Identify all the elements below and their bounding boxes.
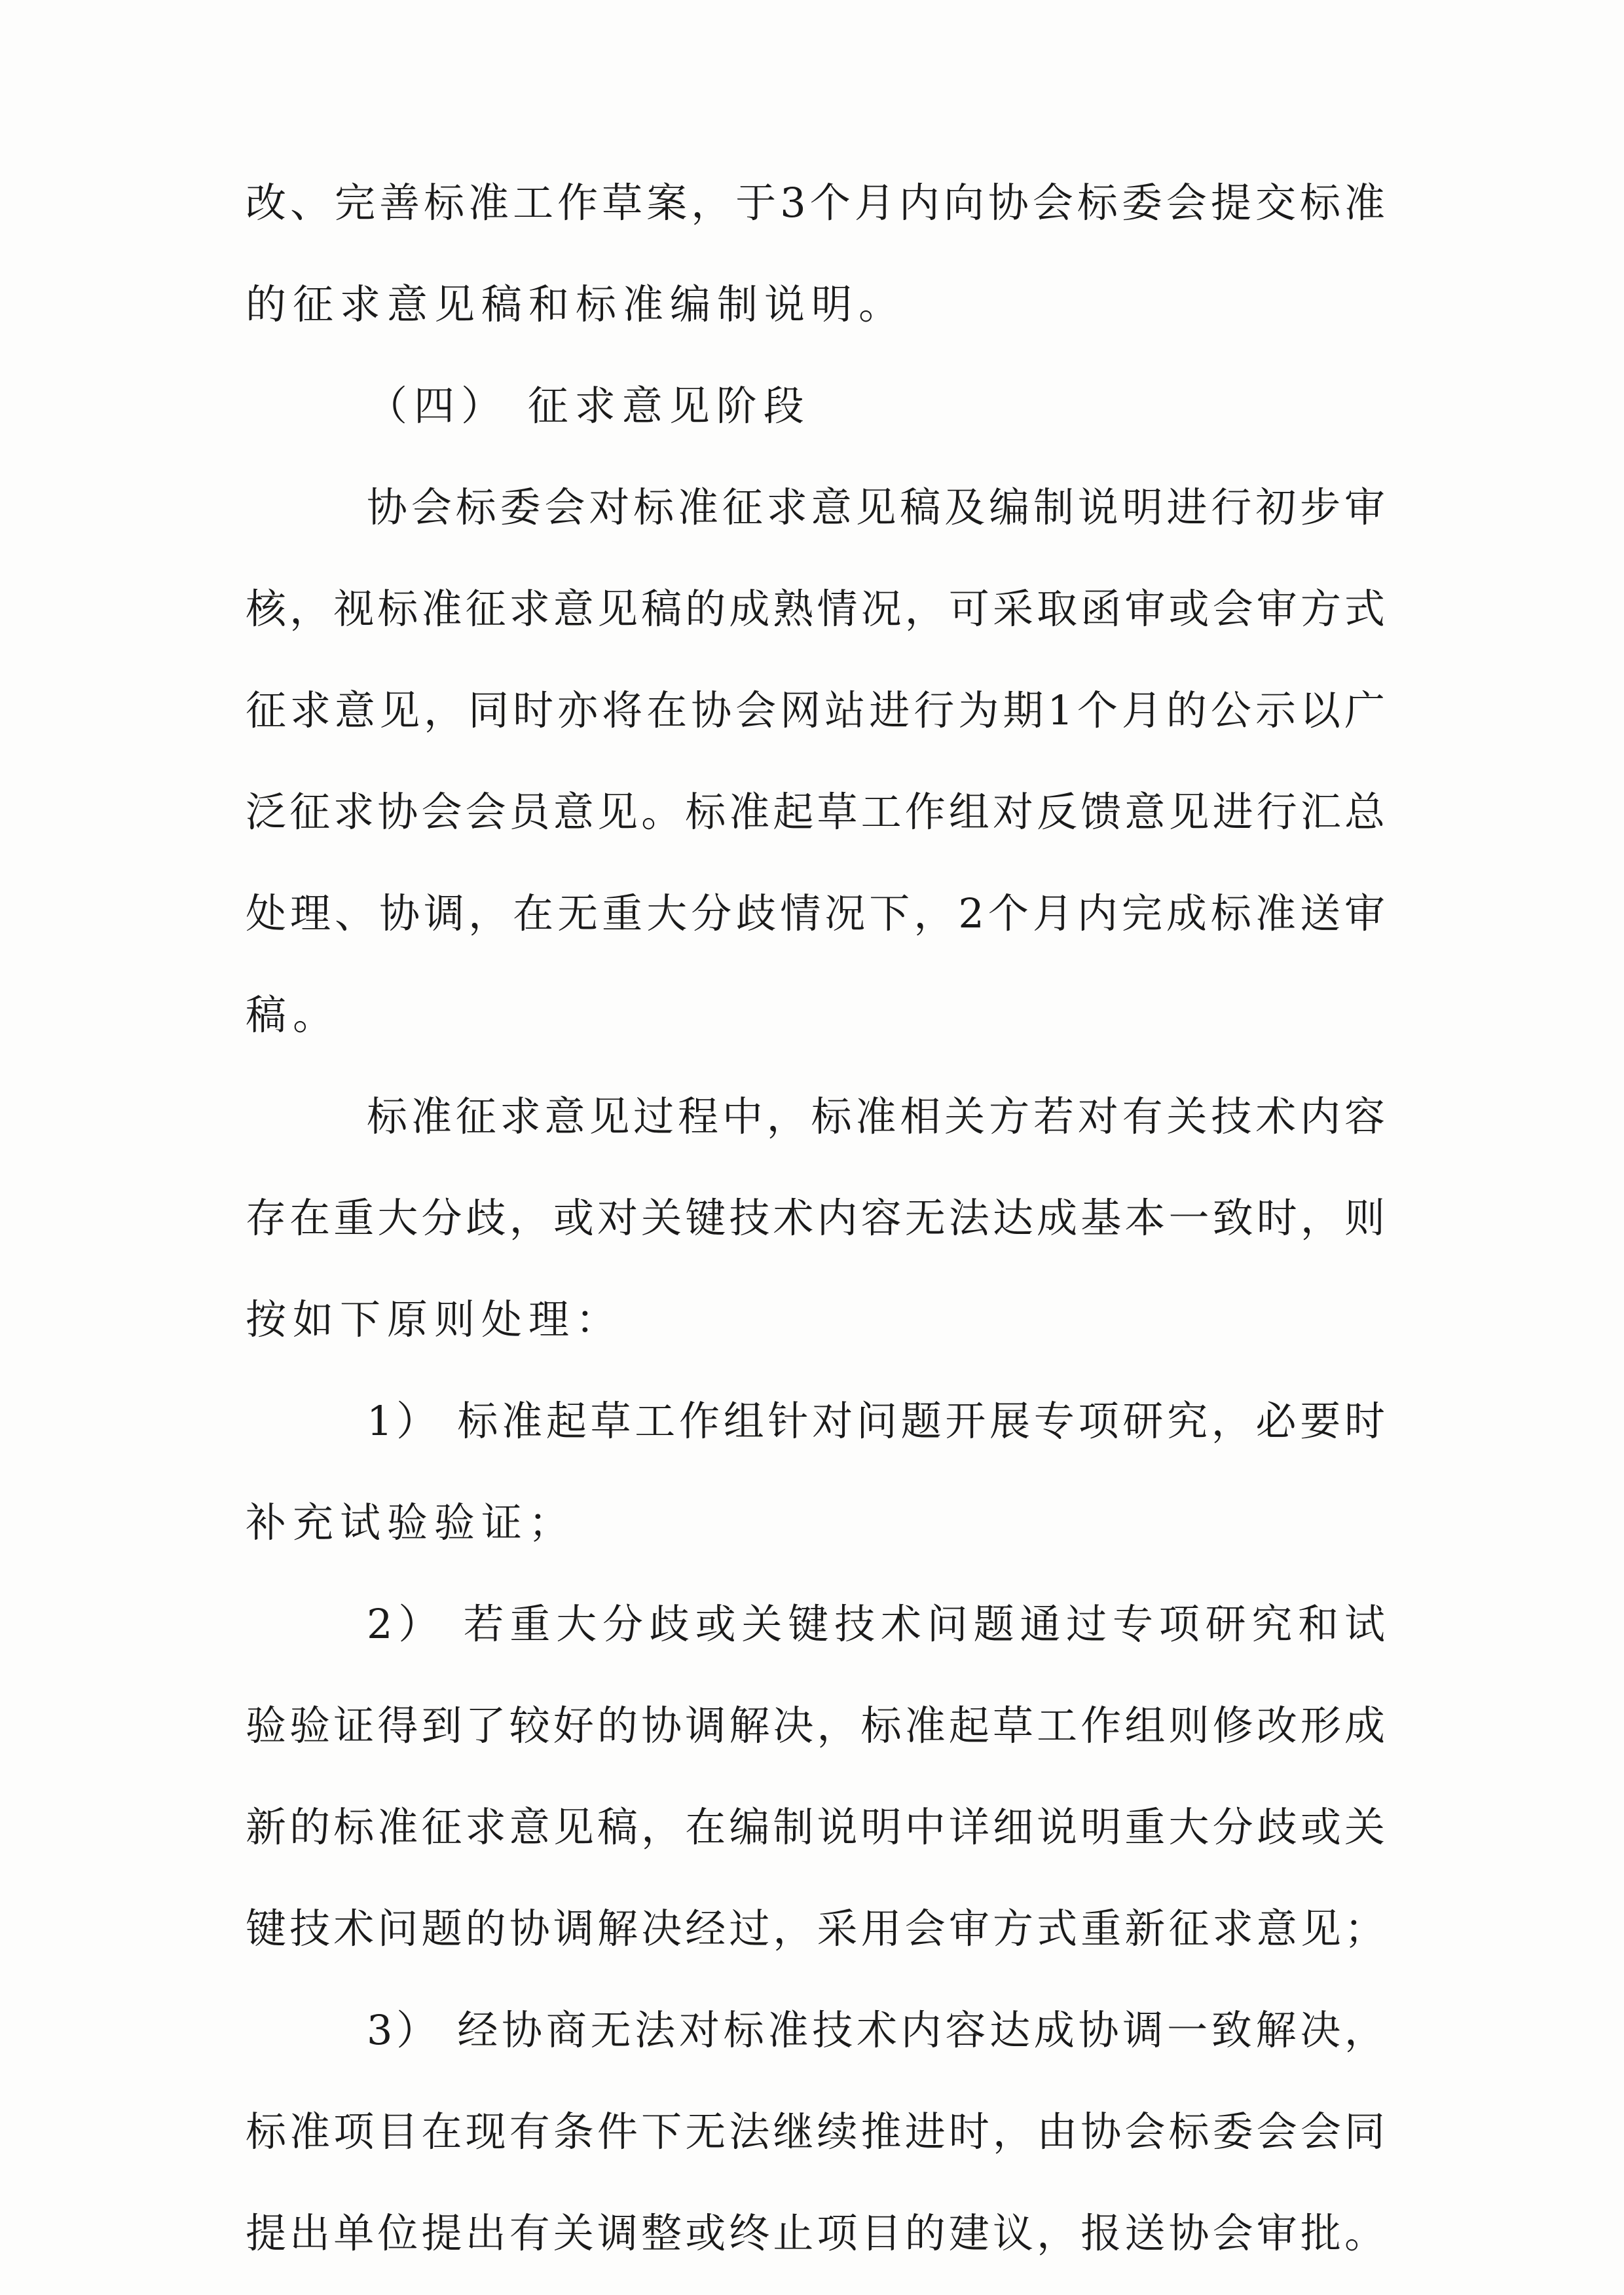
text-line: 标准征求意见过程中，标准相关方若对有关技术内容 bbox=[367, 1092, 1385, 1140]
text-line: 按如下原则处理： bbox=[246, 1296, 623, 1343]
text-line: 存在重大分歧，或对关键技术内容无法达成基本一致时，则 bbox=[246, 1194, 1385, 1242]
text-line: 核，视标准征求意见稿的成熟情况，可采取函审或会审方式 bbox=[246, 585, 1385, 633]
text-line: 泛征求协会会员意见。标准起草工作组对反馈意见进行汇总 bbox=[246, 788, 1385, 836]
list-item-1: 1） 标准起草工作组针对问题开展专项研究，必要时 bbox=[367, 1397, 1385, 1445]
text-line: 协会标委会对标准征求意见稿及编制说明进行初步审 bbox=[367, 483, 1385, 531]
list-item-3: 3） 经协商无法对标准技术内容达成协调一致解决， bbox=[367, 2006, 1385, 2054]
text-line: 新的标准征求意见稿，在编制说明中详细说明重大分歧或关 bbox=[246, 1803, 1385, 1851]
text-line: 的征求意见稿和标准编制说明。 bbox=[246, 280, 906, 328]
list-item-2: 2） 若重大分歧或关键技术问题通过专项研究和试 bbox=[367, 1600, 1385, 1648]
text-line: 标准项目在现有条件下无法继续推进时，由协会标委会会同 bbox=[246, 2108, 1385, 2155]
text-line: 改、完善标准工作草案，于3个月内向协会标委会提交标准 bbox=[246, 179, 1385, 227]
text-line: 征求意见，同时亦将在协会网站进行为期1个月的公示以广 bbox=[246, 686, 1385, 734]
section-heading: （四） 征求意见阶段 bbox=[367, 382, 811, 430]
text-line: 键技术问题的协调解决经过，采用会审方式重新征求意见； bbox=[246, 1905, 1385, 1952]
text-line: 验验证得到了较好的协调解决，标准起草工作组则修改形成 bbox=[246, 1702, 1385, 1749]
text-line: 处理、协调，在无重大分歧情况下，2个月内完成标准送审 bbox=[246, 889, 1385, 937]
text-line: 补充试验验证； bbox=[246, 1499, 576, 1546]
text-line: 提出单位提出有关调整或终止项目的建议，报送协会审批。 bbox=[246, 2209, 1385, 2257]
text-line: 稿。 bbox=[246, 991, 341, 1039]
